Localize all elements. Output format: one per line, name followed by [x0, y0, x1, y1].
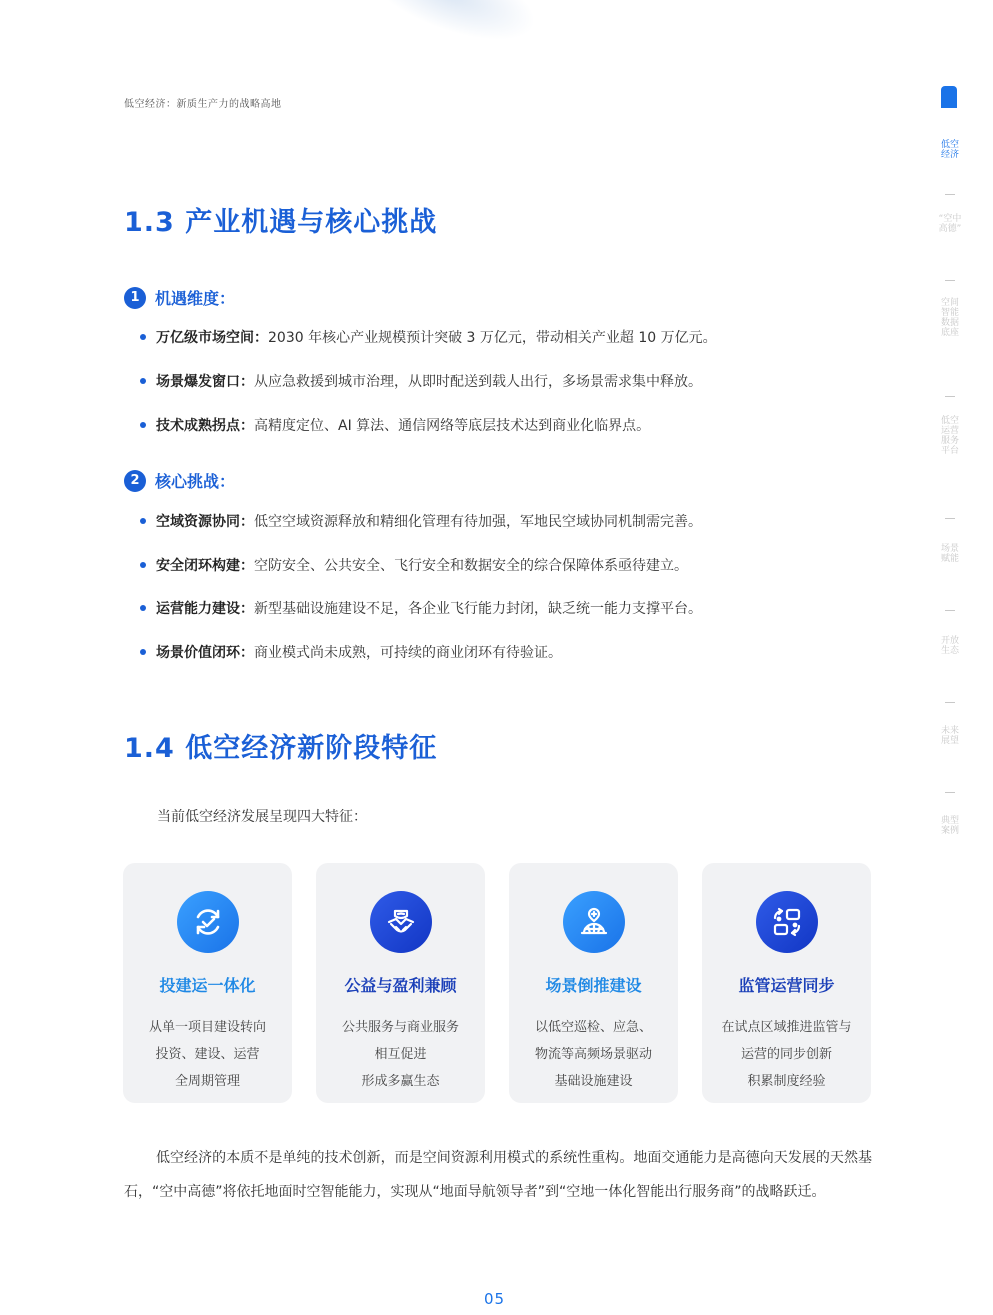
side-nav-divider	[945, 610, 955, 611]
side-nav-item[interactable]: 低空运营服务平台	[940, 416, 959, 456]
card-line: 形成多赢生态	[361, 1074, 440, 1089]
bullet-label: 安全闭环构建：	[156, 558, 254, 574]
side-nav-divider	[945, 702, 955, 703]
card-description	[342, 1014, 459, 1095]
card-title: 监管运营同步	[738, 976, 835, 995]
card-title: 公益与盈利兼顾	[344, 976, 457, 995]
bullet-text: 低空空域资源释放和精细化管理有待加强，军地民空域协同机制需完善。	[254, 514, 702, 530]
sync-monitor-icon	[756, 891, 818, 953]
running-header: 低空经济：新质生产力的战略高地	[124, 99, 282, 110]
side-nav-item[interactable]: “空中高德”	[938, 214, 962, 234]
number-badge: 2	[124, 470, 146, 492]
number-badge: 1	[124, 287, 146, 309]
globe-location-icon	[563, 891, 625, 953]
section-title-1-4: 1.4 低空经济新阶段特征	[124, 733, 438, 764]
side-nav-item[interactable]: 典型案例	[940, 816, 959, 836]
list-item	[140, 511, 702, 531]
list-item	[140, 327, 717, 347]
card-line: 相互促进	[374, 1047, 427, 1062]
card-title: 投建运一体化	[159, 976, 256, 995]
side-nav-divider	[945, 280, 955, 281]
feature-card	[702, 863, 871, 1103]
card-line: 公共服务与商业服务	[341, 1020, 459, 1035]
side-nav-item[interactable]: 场景赋能	[940, 544, 959, 564]
side-nav-divider	[945, 792, 955, 793]
bullet-dot	[140, 518, 146, 524]
list-item	[140, 555, 688, 575]
side-nav-divider	[945, 518, 955, 519]
list-item	[140, 642, 562, 662]
top-decoration	[353, 0, 546, 59]
side-nav-item[interactable]: 开放生态	[940, 636, 959, 656]
bullet-dot	[140, 378, 146, 384]
card-line: 积累制度经验	[747, 1074, 826, 1089]
subheading-challenges	[124, 469, 235, 492]
card-description	[535, 1014, 652, 1095]
subheading-label: 核心挑战：	[155, 472, 236, 491]
bullet-text: 从应急救援到城市治理，从即时配送到载人出行，多场景需求集中释放。	[254, 374, 702, 390]
card-line: 以低空巡检、应急、	[534, 1020, 652, 1035]
card-line: 全周期管理	[174, 1074, 240, 1089]
list-item	[140, 598, 702, 618]
bullet-label: 技术成熟拐点：	[156, 418, 254, 434]
bullet-text: 商业模式尚未成熟，可持续的商业闭环有待验证。	[254, 645, 562, 661]
side-nav-divider	[945, 396, 955, 397]
section-intro: 当前低空经济发展呈现四大特征：	[157, 809, 367, 825]
side-nav-item[interactable]: 低空经济	[940, 140, 959, 160]
bullet-text: 2030 年核心产业规模预计突破 3 万亿元，带动相关产业超 10 万亿元。	[268, 330, 717, 346]
cycle-check-icon	[177, 891, 239, 953]
page-number: 05	[484, 1290, 506, 1308]
bullet-dot	[140, 562, 146, 568]
card-description	[721, 1014, 851, 1095]
card-title: 场景倒推建设	[545, 976, 642, 995]
closing-paragraph: 低空经济的本质不是单纯的技术创新，而是空间资源利用模式的系统性重构。地面交通能力是高德向天发展的天然基石，“空中高德”将依托地面时空智能能力，实现从“地面导航领导者”到“空地一体化智能出行服务商”的战略跃迁。	[124, 1150, 872, 1200]
feature-cards	[123, 863, 871, 1103]
bullet-text: 高精度定位、AI 算法、通信网络等底层技术达到商业化临界点。	[254, 418, 651, 434]
feature-card	[509, 863, 678, 1103]
side-tab-marker	[941, 86, 957, 108]
card-line: 在试点区域推进监管与	[721, 1020, 852, 1035]
card-line: 投资、建设、运营	[155, 1047, 260, 1062]
card-line: 物流等高频场景驱动	[534, 1047, 652, 1062]
bullet-dot	[140, 334, 146, 340]
side-nav-item[interactable]: 未来展望	[940, 726, 959, 746]
feature-card	[316, 863, 485, 1103]
bullet-text: 空防安全、公共安全、飞行安全和数据安全的综合保障体系亟待建立。	[254, 558, 688, 574]
section-title-1-3: 1.3 产业机遇与核心挑战	[124, 207, 438, 238]
bullet-label: 场景价值闭环：	[156, 645, 254, 661]
bullet-label: 空域资源协同：	[156, 514, 254, 530]
bullet-text: 新型基础设施建设不足，各企业飞行能力封闭，缺乏统一能力支撑平台。	[254, 601, 702, 617]
card-line: 基础设施建设	[554, 1074, 633, 1089]
bullet-dot	[140, 649, 146, 655]
bullet-dot	[140, 422, 146, 428]
bullet-label: 万亿级市场空间：	[156, 330, 268, 346]
bullet-label: 运营能力建设：	[156, 601, 254, 617]
bullet-label: 场景爆发窗口：	[156, 374, 254, 390]
subheading-opportunities	[124, 286, 235, 309]
card-description	[149, 1014, 266, 1095]
bullet-dot	[140, 605, 146, 611]
feature-card	[123, 863, 292, 1103]
side-nav-divider	[945, 194, 955, 195]
card-line: 从单一项目建设转向	[148, 1020, 266, 1035]
list-item	[140, 371, 702, 391]
list-item	[140, 415, 650, 435]
card-line: 运营的同步创新	[740, 1047, 832, 1062]
side-nav-item[interactable]: 空间智能数据底座	[940, 298, 959, 338]
handshake-shield-icon	[370, 891, 432, 953]
subheading-label: 机遇维度：	[155, 289, 236, 308]
